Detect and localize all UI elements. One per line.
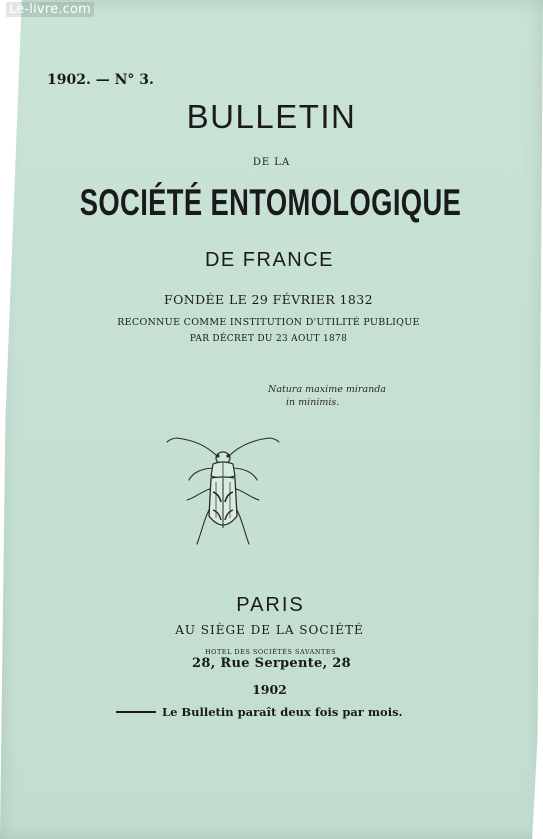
decree-line: PAR DÉCRET DU 23 AOUT 1878 [189,334,348,344]
latin-motto [268,383,386,409]
city: PARIS [236,594,305,616]
title-country: DE FRANCE [204,249,335,271]
motto-line-1: Natura maxime miranda [268,384,386,395]
publication-notice [116,705,403,719]
society-seat: AU SIÈGE DE LA SOCIÉTÉ [175,623,364,637]
watermark: Le-livre.com [6,2,94,17]
beetle-icon [163,432,283,552]
title-bulletin: BULLETIN [186,98,357,135]
motto-line-2: in minimis. [286,397,340,408]
recognition-line: RECONNUE COMME INSTITUTION D'UTILITÉ PUBLIQUE [117,317,420,328]
publication-year: 1902 [252,682,287,697]
founded-date: FONDÉE LE 29 FÉVRIER 1832 [164,292,373,307]
issue-number: 1902. — N° 3. [47,72,154,88]
hotel-line: HOTEL DES SOCIÉTÉS SAVANTES [204,648,337,656]
title-connector: DE LA [252,157,291,168]
notice-text: Le Bulletin paraît deux fois par mois. [162,705,403,719]
address: 28, Rue Serpente, 28 [192,656,351,671]
dash-rule [116,711,156,713]
title-society: SOCIÉTÉ ENTOMOLOGIQUE [79,182,462,223]
